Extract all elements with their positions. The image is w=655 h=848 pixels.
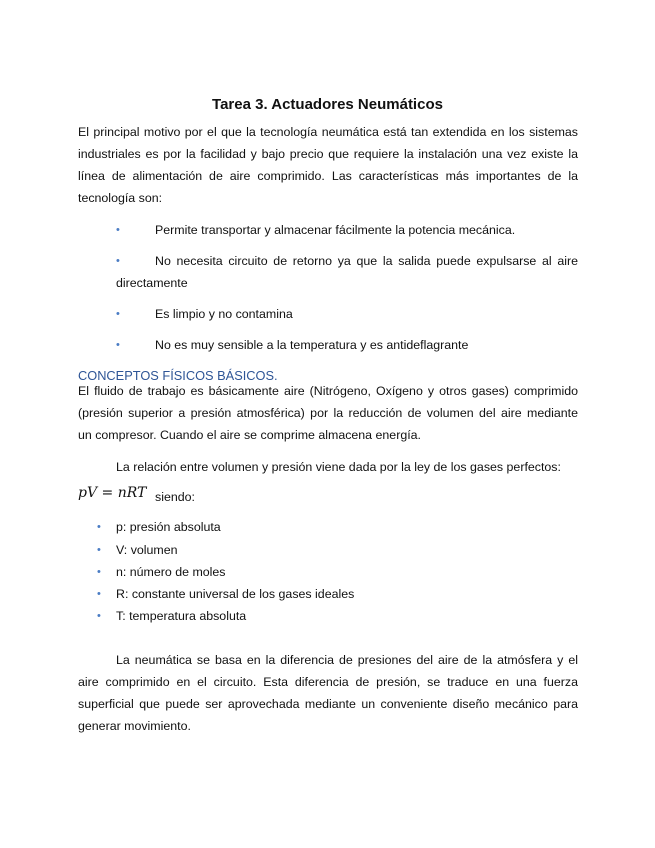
bullet-icon: •: [116, 308, 120, 320]
closing-line: La neumática se basa en la diferencia de presiones del aire de la atmósfera y el: [116, 653, 578, 667]
intro-line: línea de alimentación de aire comprimido. Las características más importantes de la: [78, 169, 578, 183]
variable-text: p: presión absoluta: [116, 520, 221, 534]
relation-paragraph: [116, 456, 578, 478]
feature-text-continuation: directamente: [116, 276, 188, 290]
feature-text: Permite transportar y almacenar fácilmente la potencia mecánica.: [155, 223, 516, 237]
bullet-icon: •: [97, 566, 101, 578]
feature-text: Es limpio y no contamina: [155, 307, 293, 321]
closing-paragraph: [78, 649, 578, 737]
variable-text: n: número de moles: [116, 565, 226, 579]
section-heading: CONCEPTOS FÍSICOS BÁSICOS.: [78, 368, 278, 383]
fluid-line: un compresor. Cuando el aire se comprime almacena energía.: [78, 428, 421, 442]
variable-text: T: temperatura absoluta: [116, 609, 247, 623]
bullet-icon: •: [116, 224, 120, 236]
bullet-icon: •: [97, 588, 101, 600]
fluid-paragraph: [78, 380, 578, 446]
intro-line: tecnología son:: [78, 191, 163, 205]
intro-line: industriales es por la facilidad y bajo precio que requiere la instalación una vez existe la: [78, 147, 578, 161]
closing-line: superficial que puede ser aprovechada mediante un conveniente diseño mecánico para: [78, 697, 578, 711]
relation-line: La relación entre volumen y presión viene dada por la ley de los gases perfectos:: [116, 460, 561, 474]
bullet-icon: •: [97, 521, 101, 533]
variable-text: R: constante universal de los gases ideales: [116, 587, 355, 601]
closing-line: aire comprimido en el circuito. Esta diferencia de presión, se traduce en una fuerza: [78, 675, 578, 689]
fluid-line: El fluido de trabajo es básicamente aire (Nitrógeno, Oxígeno y otros gases) comprimido: [78, 384, 578, 398]
variable-text: V: volumen: [116, 543, 178, 557]
intro-paragraph: [78, 121, 578, 209]
closing-line: generar movimiento.: [78, 719, 191, 733]
feature-text: No es muy sensible a la temperatura y es antideflagrante: [155, 338, 469, 352]
gas-law-formula: pV = nRT: [78, 485, 147, 501]
page-title: Tarea 3. Actuadores Neumáticos: [212, 96, 443, 113]
bullet-icon: •: [116, 339, 120, 351]
bullet-icon: •: [116, 255, 120, 267]
fluid-line: (presión superior a presión atmosférica) por la reducción de volumen del aire mediante: [78, 406, 578, 420]
intro-line: El principal motivo por el que la tecnología neumática está tan extendida en los sistemas: [78, 125, 578, 139]
feature-text: No necesita circuito de retorno ya que la salida puede expulsarse al aire: [155, 254, 578, 268]
formula-suffix: siendo:: [155, 490, 195, 504]
bullet-icon: •: [97, 544, 101, 556]
bullet-icon: •: [97, 610, 101, 622]
